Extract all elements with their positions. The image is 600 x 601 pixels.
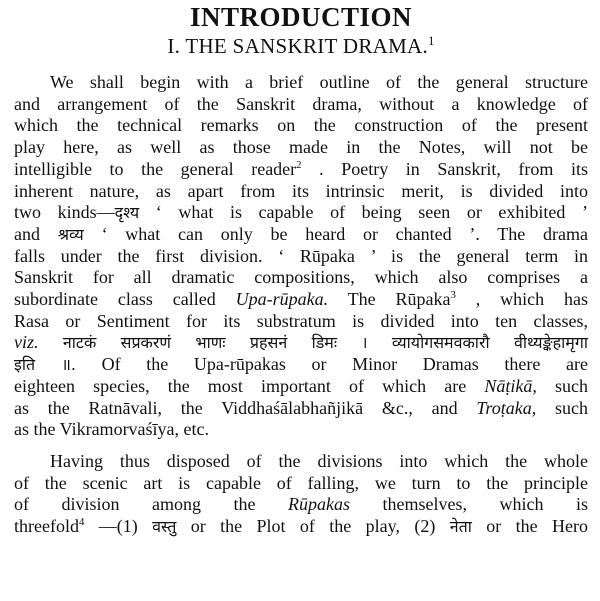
paragraph-2 bbox=[14, 451, 588, 538]
text-line: and श्रव्य ‘ what can only be heard or chanted ’. The drama bbox=[14, 223, 588, 244]
text-line: subordinate class called Upa-rūpaka. The Rūpaka$^3$ , which has bbox=[14, 289, 588, 310]
footnote-ref: 4 bbox=[78, 516, 85, 529]
italic-term: Nāṭikā, bbox=[484, 375, 537, 396]
devanagari-term: वस्तु bbox=[152, 517, 177, 537]
section-heading bbox=[14, 34, 588, 58]
footnote-ref: 3 bbox=[450, 289, 456, 302]
text-line: inherent nature, as apart from its intrinsic merit, is divided into bbox=[14, 180, 588, 201]
text-line: इति ॥. Of the Upa-rūpakas or Minor Dramas there are bbox=[14, 354, 588, 375]
text-line: Rasa or Sentiment for its substratum is divided into ten classes, bbox=[14, 310, 588, 331]
text-line: Having thus disposed of the divisions into which the whole bbox=[50, 450, 588, 471]
text-line: eighteen species, the most important of which are Nāṭikā, such bbox=[14, 375, 588, 396]
devanagari-term: श्रव्य bbox=[57, 224, 84, 244]
text-line: threefold$^4$ —(1) वस्तु or the Plot of the play, (2) नेता or the Hero bbox=[14, 516, 589, 537]
text-line: Sanskrit for all dramatic compositions, which also comprises a bbox=[14, 267, 588, 288]
text-line bbox=[14, 332, 588, 354]
italic-term: viz. bbox=[14, 332, 39, 353]
footnote-ref: 2 bbox=[296, 158, 302, 171]
text-line: of division among the Rūpakas themselves, which is bbox=[14, 494, 589, 515]
devanagari-term: नेता bbox=[449, 517, 472, 537]
text-line: and arrangement of the Sanskrit drama, without a knowledge of bbox=[14, 93, 588, 114]
text-line: as the Vikramorvaśīya, etc. bbox=[14, 419, 210, 440]
footnote-ref: 1 bbox=[428, 34, 435, 48]
text-line: We shall begin with a brief outline of the general structure bbox=[50, 72, 588, 92]
devanagari-verse: नाटकं सप्रकरणं भाणः प्रहसनं डिमः । व्यायोगसमवकारौ वीथ्यङ्केहामृगा bbox=[38, 333, 588, 353]
italic-term: Upa-rūpaka. bbox=[235, 289, 329, 310]
text-line: two kinds—दृश्य ‘ what is capable of being seen or exhibited ’ bbox=[14, 202, 588, 223]
text-line: intelligible to the general reader$^2$ . Poetry in Sanskrit, from its bbox=[14, 158, 588, 179]
devanagari-term: दृश्य bbox=[114, 203, 140, 223]
text-line: of the scenic art is capable of falling, we turn to the principle bbox=[14, 472, 588, 493]
paragraph-1 bbox=[14, 72, 588, 441]
text-line: play here, as well as those made in the Notes, will not be bbox=[14, 137, 588, 158]
devanagari-verse: इति ॥. bbox=[14, 355, 77, 375]
section-heading-label: I. THE SANSKRIT DRAMA. bbox=[167, 34, 429, 58]
text-line: falls under the first division. ‘ Rūpaka ’ is the general term in bbox=[14, 245, 588, 266]
page-title: INTRODUCTION bbox=[189, 2, 413, 32]
italic-term: Troṭaka, bbox=[476, 397, 537, 418]
text-line: as the Ratnāvali, the Viddhaśālabhañjikā &c., and Troṭaka, such bbox=[14, 397, 588, 418]
text-line: which the technical remarks on the construction of the present bbox=[14, 115, 588, 136]
italic-term: Rūpakas bbox=[288, 494, 351, 515]
